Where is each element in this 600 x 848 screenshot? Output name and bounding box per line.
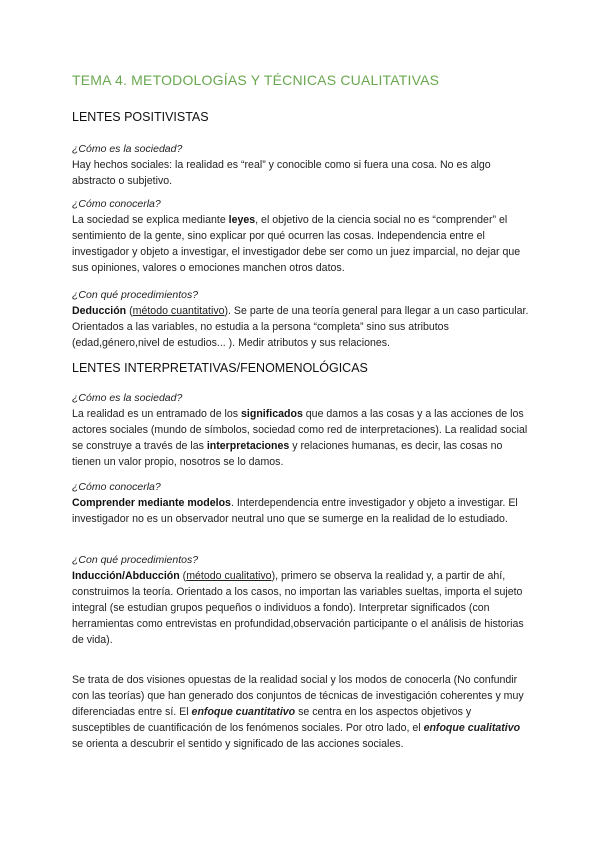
answer-procedimientos: Inducción/Abducción (método cualitativo), primero se observa la realidad y, a partir de ahí, construimos la teoría. Orientado a los casos, no importan las variables sueltas, importa el sujeto integral (se estudian grupos pequeños o individuos a fondo). Interpretar significados (con herramientas como entrevistas en profundidad,observación participante o el análisis de historias de vida).: [72, 570, 524, 646]
answer-sociedad: La realidad es un entramado de los significados que damos a las cosas y a las acciones de los actores sociales (mundo de símbolos, sociedad como red de interpretaciones). La realidad social se construye a través de las interpretaciones y relaciones humanas, es decir, las cosas no tienen un valor propio, nosotros se lo damos.: [72, 408, 528, 468]
summary-block: [72, 672, 532, 752]
question-procedimientos: ¿Con qué procedimientos?: [72, 554, 199, 566]
question-procedimientos: ¿Con qué procedimientos?: [72, 289, 199, 301]
bold-term: interpretaciones: [206, 440, 290, 452]
bold-term: significados: [241, 408, 303, 420]
question-conocerla: ¿Cómo conocerla?: [72, 481, 161, 493]
positivistas-block-1: [72, 143, 532, 189]
summary-paragraph: Se trata de dos visiones opuestas de la realidad social y los modos de conocerla (No confundir con las teorías) que han generado dos conjuntos de técnicas de investigación coherentes y muy diferenciadas entre sí. El enfoque cuantitativo se centra en los aspectos objetivos y susceptibles de cuantificación de los fenómenos sociales. Por otro lado, el enfoque cualitativo se orienta a descubrir el sentido y significado de las acciones sociales.: [72, 674, 524, 750]
interpretativas-block-1: [72, 392, 532, 470]
question-sociedad: ¿Cómo es la sociedad?: [72, 143, 183, 155]
interpretativas-block-3: [72, 554, 532, 648]
positivistas-block-2: [72, 198, 532, 276]
question-sociedad: ¿Cómo es la sociedad?: [72, 392, 183, 404]
page-title: TEMA 4. METODOLOGÍAS Y TÉCNICAS CUALITATIVAS: [72, 72, 440, 88]
underlined-term: método cualitativo: [186, 570, 272, 582]
bold-term: leyes: [228, 214, 256, 226]
section-heading-interpretativas: LENTES INTERPRETATIVAS/FENOMENOLÓGICAS: [72, 361, 368, 375]
bold-italic-term: enfoque cualitativo: [423, 722, 521, 734]
bold-term: Inducción/Abducción: [72, 570, 180, 582]
interpretativas-block-2: [72, 481, 532, 527]
positivistas-block-3: [72, 289, 532, 351]
question-conocerla: ¿Cómo conocerla?: [72, 198, 161, 210]
bold-term: Deducción: [72, 305, 127, 317]
answer-procedimientos: Deducción (método cuantitativo). Se parte de una teoría general para llegar a un caso particular. Orientados a las variables, no estudia a la persona “completa” sino sus atributos (edad,género,nivel de estudios... ). Medir atributos y sus relaciones.: [72, 305, 529, 349]
bold-italic-term: enfoque cuantitativo: [191, 706, 296, 718]
answer-conocerla: La sociedad se explica mediante leyes, el objetivo de la ciencia social no es “comprender” el sentimiento de la gente, sino explicar por qué ocurren las cosas. Independencia entre el investigador y objeto a investigar, el investigador debe ser como un juez imparcial, no dejar que sus opiniones, valores o emociones manchen otros datos.: [72, 214, 521, 274]
section-heading-positivistas: LENTES POSITIVISTAS: [72, 110, 209, 124]
answer-conocerla: Comprender mediante modelos. Interdependencia entre investigador y objeto a investigar. El investigador no es un observador neutral uno que se sumerge en la realidad de lo estudiado.: [72, 497, 518, 525]
bold-term: Comprender mediante modelos: [72, 497, 231, 509]
answer-sociedad: Hay hechos sociales: la realidad es “real” y conocible como si fuera una cosa. No es algo abstracto o subjetivo.: [72, 159, 491, 187]
underlined-term: método cuantitativo: [132, 305, 225, 317]
